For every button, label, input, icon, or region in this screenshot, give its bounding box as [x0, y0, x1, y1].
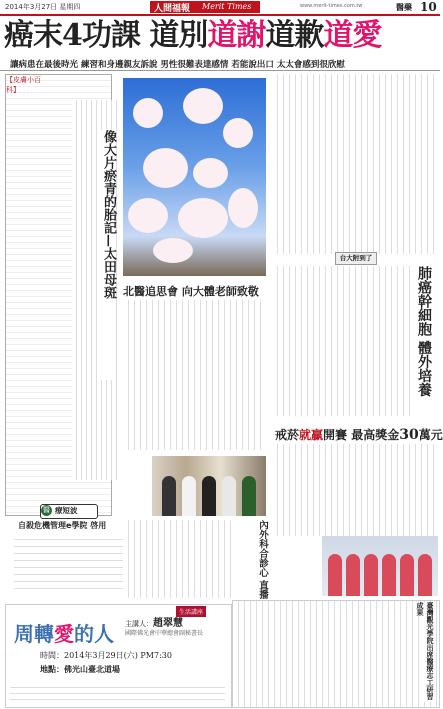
ad-place: 地點：佛光山臺北道場: [40, 664, 120, 674]
site-url: www.merit-times.com.tw: [300, 3, 363, 9]
ad-time: 時間：2014年3月29日(六) PM7:30: [40, 651, 172, 660]
section-name: 醫藥: [396, 2, 412, 12]
brand-name-en: Merit Times: [202, 2, 252, 11]
photo-caption: 北醫追思會 向大體老師致敬: [123, 285, 259, 298]
health-note-body: [14, 533, 124, 593]
cherry-blossom-photo: [123, 78, 266, 276]
brand-name-cn: 人間福報: [154, 4, 191, 14]
lung-cancer-title: 肺癌幹細胞 體外培養: [416, 266, 432, 397]
headline-deck: 讓病患在最後時光 練習和身邊親友訴說 男性很難表達感情 若能說出口 太太會感到很欣慰: [10, 60, 345, 70]
ad-title: [14, 618, 114, 647]
smoking-headline: [275, 426, 443, 443]
ad-title-b: 的人: [74, 622, 114, 646]
brand-logo: [150, 1, 260, 13]
smoke-unit: 萬元: [418, 428, 443, 442]
health-notes-label: 療短波: [55, 506, 78, 515]
bottom-right-article: [232, 600, 440, 708]
ad-fine-print: [10, 682, 225, 702]
smoke-head-red: 就贏: [299, 428, 324, 442]
ad-title-a: 周轉: [14, 622, 54, 646]
headline-part2: 道歉: [265, 18, 324, 53]
right-tag-box: 台大附到了: [335, 252, 377, 265]
right-article-text: [272, 74, 438, 254]
main-headline: [4, 16, 440, 56]
group-photo: [322, 536, 438, 596]
headline-red2: 道愛: [323, 18, 382, 53]
ad-title-love: 愛: [54, 622, 74, 646]
smoking-article-text: [272, 444, 438, 536]
health-note-title: 自殺危機管理e學院 啓用: [18, 521, 107, 530]
smoke-head-rest: 開賽 最高獎金: [323, 428, 400, 442]
bottom-right-title: 臺灣觀光學院出席醫療志工研習成果: [416, 602, 435, 700]
smoke-head-black: 戒菸: [275, 428, 300, 442]
lung-cancer-article-text: [272, 266, 412, 416]
ad-host-label: 主講人：: [125, 620, 153, 628]
divider: [0, 70, 440, 71]
page-number: 10: [420, 0, 437, 14]
sidebar-box-title: 【皮膚小百科】: [6, 76, 41, 94]
headline-red1: 道謝: [207, 18, 266, 53]
smoke-prize: 30: [399, 427, 419, 443]
headline-part1: 癌末4功課 道別: [4, 18, 208, 53]
ad-host-name: 趙翠慧: [153, 618, 183, 629]
health-notes-badge: 醫: [43, 506, 50, 514]
issue-date: 2014年3月27日 星期四: [5, 3, 81, 11]
ad-host: [125, 614, 183, 629]
ad-tag: 生活講座: [176, 606, 206, 617]
middle-article-text: [123, 300, 266, 450]
middle-article-text-2: [123, 520, 231, 598]
ad-host-role: 國際佛光會中華總會副秘書長: [125, 630, 204, 637]
sidebar-article-title: 像大片瘀青的胎記—太田母斑: [98, 130, 116, 380]
inner-vertical-heading: 內外科合診心 直播: [257, 520, 268, 600]
ceremony-photo: [152, 456, 266, 516]
